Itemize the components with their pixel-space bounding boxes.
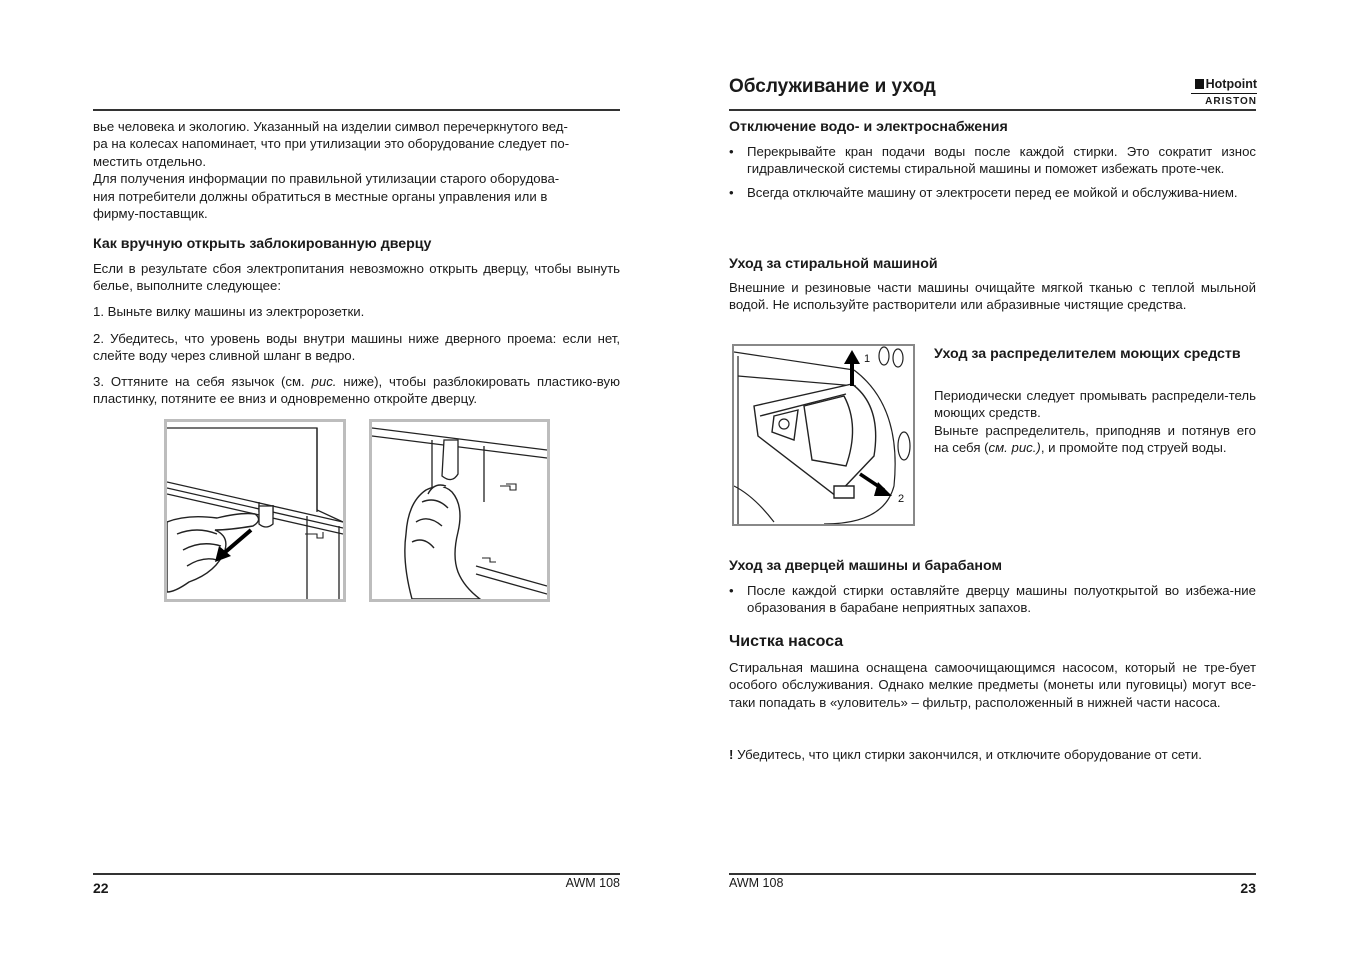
door-release-figure-1	[164, 419, 346, 602]
right-header-rule	[729, 109, 1256, 111]
left-page-number: 22	[93, 880, 109, 896]
page-title: Обслуживание и уход	[729, 76, 936, 97]
pump-heading: Чистка насоса	[729, 633, 844, 650]
detergent-dispenser-illustration	[734, 346, 913, 524]
intro-line: фирму-поставщик.	[93, 206, 208, 222]
intro-line: Для получения информации по правильной утилизации старого оборудова-	[93, 171, 560, 187]
drum-heading: Уход за дверцей машины и барабаном	[729, 558, 1002, 574]
intro-line: вье человека и экологию. Указанный на изделии символ перечеркнутого вед-	[93, 119, 568, 134]
drum-bullet: • После каждой стирки оставляйте дверцу машины полуоткрытой во избежа-ние образования в барабане неприятных запахов.	[729, 582, 1256, 617]
right-model-label: AWM 108	[729, 876, 784, 890]
door-heading: Как вручную открыть заблокированную дверцу	[93, 236, 432, 252]
right-footer-rule	[729, 873, 1256, 875]
brand-ariston-text: ARISTON	[1205, 96, 1257, 107]
brand-divider	[1191, 93, 1257, 94]
door-intro: Если в результате сбоя электропитания невозможно открыть дверцу, чтобы вынуть белье, выполните следующее:	[93, 261, 620, 294]
step3-fig-ref: рис.	[311, 374, 337, 389]
dispenser-fig-ref: см. рис.)	[988, 440, 1041, 456]
intro-line: ра на колесах напоминает, что при утилизации это оборудование следует по-	[93, 136, 570, 152]
hotpoint-icon	[1195, 79, 1204, 89]
supply-bullet-list	[729, 143, 1256, 207]
supply-bullet: • Всегда отключайте машину от электросети перед ее мойкой и обслужива-нием.	[729, 184, 1256, 201]
drum-bullet-list	[729, 582, 1256, 623]
door-step-2: 2. Убедитесь, что уровень воды внутри машины ниже дверного проема: если нет, слейте воду через сливной шланг в ведро.	[93, 331, 620, 364]
dispenser-heading: Уход за распределителем моющих средств	[934, 346, 1241, 362]
step3-text-b: ниже), чтобы разблокировать пластико-вую пластинку, потяните ее вниз и одновременно откройте дверцу.	[93, 374, 620, 407]
warning-mark: !	[729, 747, 734, 762]
care-heading: Уход за стиральной машиной	[729, 256, 938, 272]
warning-note	[729, 746, 1256, 763]
intro-line: ния потребители должны обратиться в местные органы управления или в	[93, 188, 548, 204]
left-footer-rule	[93, 873, 620, 875]
door-step-3	[93, 373, 620, 408]
right-page-number: 23	[1240, 880, 1256, 896]
dispenser-text-1: Периодически следует промывать распредели-тель моющих средств.	[934, 388, 1256, 421]
dispenser-text-2b: , и промойте под струей воды.	[1040, 440, 1227, 456]
brand-top	[1185, 77, 1257, 91]
brand-hotpoint-text: Hotpoint	[1205, 77, 1257, 91]
door-step-1: 1. Выньте вилку машины из электророзетки.	[93, 304, 365, 319]
left-model-label: AWM 108	[565, 876, 620, 890]
dispenser-figure	[732, 344, 915, 526]
dispenser-text-2a: Выньте распределитель, приподняв и потянув его на себя (	[934, 423, 1256, 456]
supply-heading: Отключение водо- и электроснабжения	[729, 119, 1008, 135]
supply-bullet: • Перекрывайте кран подачи воды после каждой стирки. Это сократит износ гидравлической системы стиральной машины и поможет избежать проте-чек.	[729, 143, 1256, 178]
left-header-rule	[93, 109, 620, 111]
left-intro	[93, 118, 620, 222]
door-release-figure-2	[369, 419, 550, 602]
warning-text: Убедитесь, что цикл стирки закончился, и отключите оборудование от сети.	[733, 747, 1202, 762]
step3-text-a: 3. Оттяните на себя язычок (см.	[93, 374, 312, 389]
brand-logo	[1185, 77, 1257, 107]
intro-line: местить отдельно.	[93, 153, 207, 169]
hand-pull-tab-illustration	[167, 422, 343, 599]
figure-label-2: 2	[898, 493, 905, 505]
pump-text: Стиральная машина оснащена самоочищающимся насосом, который не тре-бует особого обслуживания. Однако мелкие предметы (монеты или пуговицы) могут все-таки попадать в «уловитель» – фильтр, расположенный в нижней части насоса.	[729, 660, 1256, 710]
hand-pull-plate-illustration	[372, 422, 547, 599]
dispenser-text-2	[934, 422, 1256, 457]
figure-label-1: 1	[864, 353, 871, 365]
care-text: Внешние и резиновые части машины очищайте мягкой тканью с теплой мыльной водой. Не используйте растворители или абразивные чистящие средства.	[729, 280, 1256, 313]
